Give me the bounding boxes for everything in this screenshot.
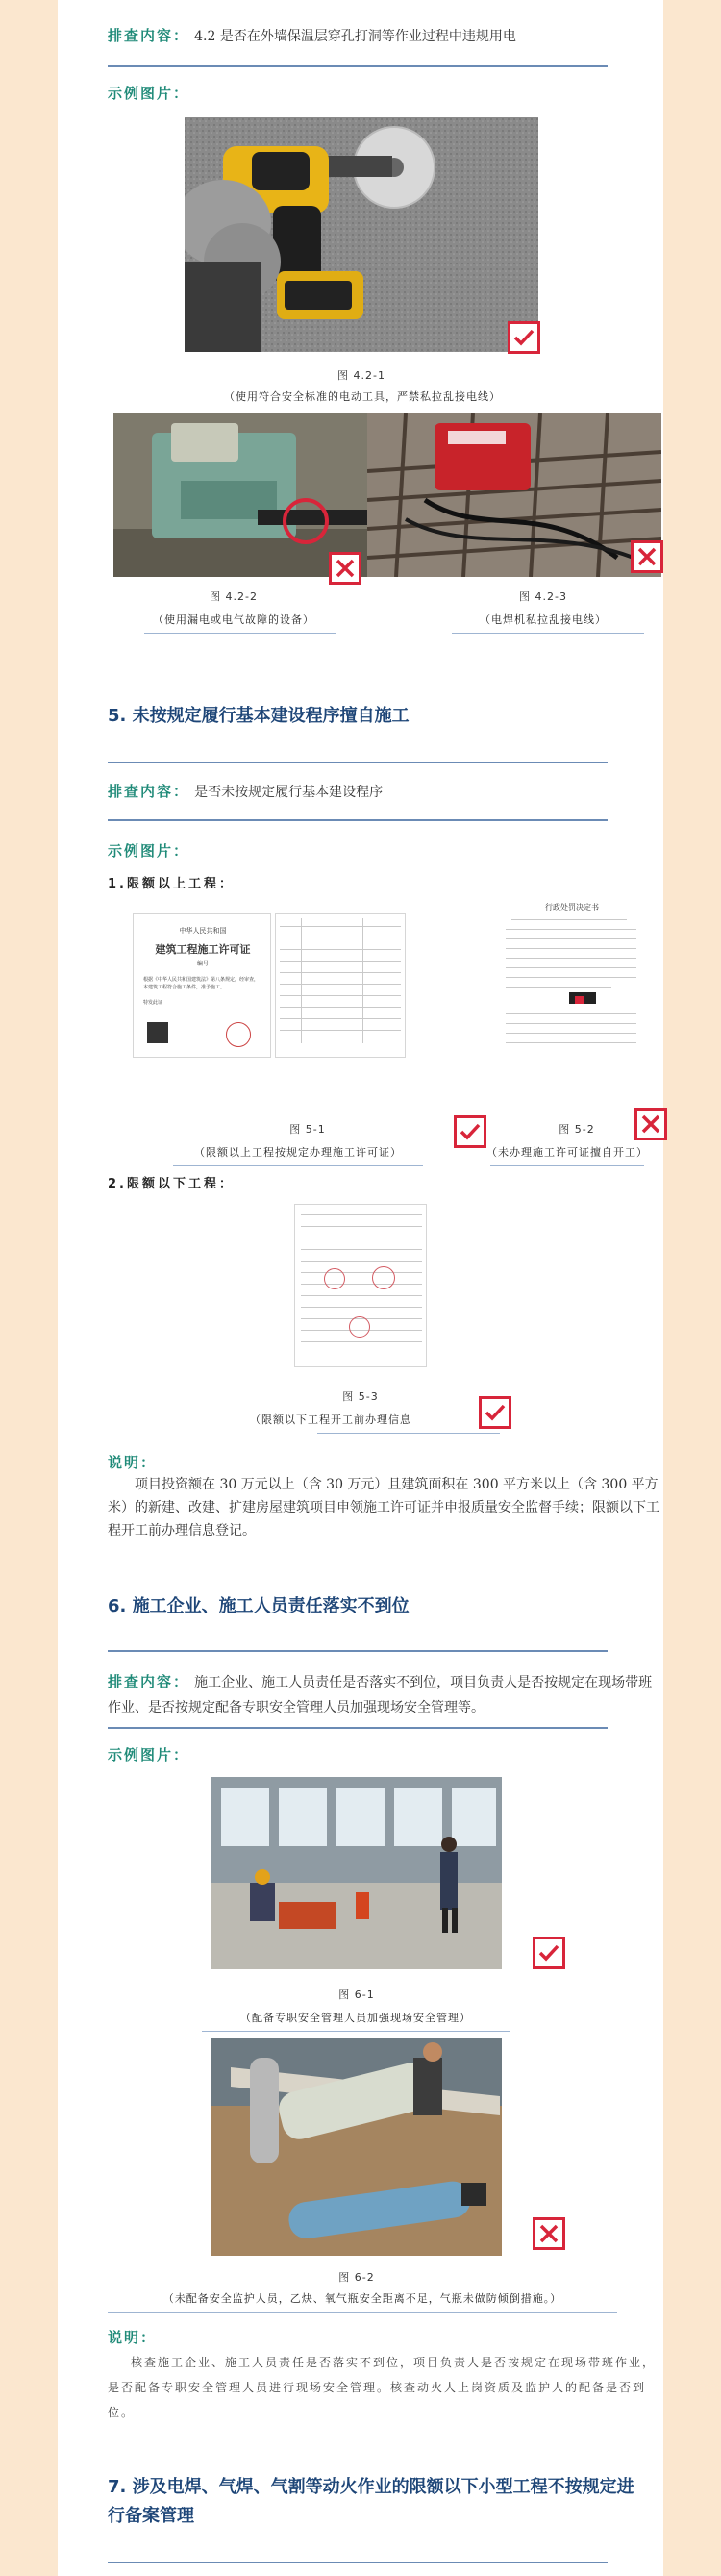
check-content-row bbox=[108, 1669, 663, 1719]
figure-caption: （限额以上工程按规定办理施工许可证） bbox=[194, 1146, 402, 1159]
caption-underline bbox=[317, 1433, 500, 1434]
permit-serial: 编号 bbox=[196, 961, 209, 967]
seal-stamp bbox=[372, 1266, 395, 1289]
note-label: 说明： bbox=[108, 2329, 158, 2346]
note-text: 核查施工企业、施工人员责任是否落实不到位，项目负责人是否按规定在现场带班作业，是否配备专职安全管理人员进行现场安全管理。核查动火人上岗资质及监护人的配备是否到位。 bbox=[108, 2356, 657, 2419]
check-content-row bbox=[108, 25, 646, 48]
photo-gas-cylinders-unsafe bbox=[211, 2038, 502, 2256]
note-label: 说明： bbox=[108, 1454, 158, 1471]
figure-caption: （电焊机私拉乱接电线） bbox=[480, 613, 607, 626]
divider bbox=[108, 1650, 608, 1652]
figure-number: 图 6-2 bbox=[338, 2271, 375, 2284]
cross-mark-icon bbox=[631, 540, 663, 573]
figure-caption: （未办理施工许可证擅自开工） bbox=[486, 1146, 648, 1159]
caption-underline bbox=[173, 1165, 423, 1166]
figure-number: 图 5-2 bbox=[559, 1123, 595, 1136]
caption-underline bbox=[490, 1165, 644, 1166]
permit-certificate-table bbox=[275, 913, 406, 1058]
photo-safety-manager-onsite bbox=[211, 1777, 502, 1969]
section-title: 5. 未按规定履行基本建设程序擅自施工 bbox=[108, 706, 410, 726]
photo-welder-wiring bbox=[367, 413, 661, 577]
permit-certificate-cover bbox=[133, 913, 271, 1058]
figure-number: 图 5-1 bbox=[289, 1123, 326, 1136]
check-content-row bbox=[108, 781, 646, 804]
seal-stamp bbox=[349, 1316, 370, 1338]
figure-number: 图 4.2-3 bbox=[519, 590, 567, 603]
qr-code bbox=[147, 1022, 168, 1043]
permit-footer: 特发此证 bbox=[143, 1000, 163, 1006]
figure-caption: （使用符合安全标准的电动工具，严禁私拉乱接电线） bbox=[224, 390, 501, 403]
example-label: 示例图片： bbox=[108, 85, 190, 102]
check-text: 是否未按规定履行基本建设程序 bbox=[194, 785, 384, 800]
info-registration-form bbox=[294, 1204, 427, 1367]
figure-caption: （未配备安全监护人员，乙炔、氧气瓶安全距离不足，气瓶未做防倾倒措施。） bbox=[162, 2292, 562, 2305]
section-title: 6. 施工企业、施工人员责任落实不到位 bbox=[108, 1596, 410, 1616]
figure-number: 图 6-1 bbox=[338, 1988, 375, 2001]
permit-body: 根据《中华人民共和国建筑法》第八条规定，经审查，本建筑工程符合施工条件，准予施工。 bbox=[143, 977, 260, 990]
check-mark-icon bbox=[479, 1396, 511, 1429]
cross-mark-icon bbox=[533, 2217, 565, 2250]
subsection-title: 2.限额以下工程： bbox=[108, 1177, 235, 1191]
figure-number: 图 4.2-2 bbox=[210, 590, 258, 603]
example-label: 示例图片： bbox=[108, 1746, 190, 1763]
example-label: 示例图片： bbox=[108, 842, 190, 860]
caption-underline bbox=[202, 2031, 510, 2032]
check-text: 4.2 是否在外墙保温层穿孔打洞等作业过程中违规用电 bbox=[194, 29, 516, 44]
check-mark-icon bbox=[508, 321, 540, 354]
caption-underline bbox=[452, 633, 644, 634]
permit-title: 建筑工程施工许可证 bbox=[155, 943, 251, 956]
check-label: 排查内容： bbox=[108, 783, 190, 800]
divider bbox=[108, 762, 608, 763]
photo-drill-on-wall bbox=[185, 117, 538, 352]
check-label: 排查内容： bbox=[108, 1673, 190, 1690]
subsection-title: 1.限额以上工程： bbox=[108, 877, 235, 891]
section-title: 7. 涉及电焊、气焊、气割等动火作业的限额以下小型工程不按规定进行备案管理 bbox=[108, 2477, 634, 2526]
penalty-decision-document bbox=[502, 902, 642, 1062]
divider bbox=[108, 819, 608, 821]
caption-underline bbox=[108, 2312, 617, 2313]
penalty-title: 行政处罚决定书 bbox=[545, 903, 599, 912]
check-text: 施工企业、施工人员责任是否落实不到位，项目负责人是否按规定在现场带班作业、是否按规定配备专职安全管理人员加强现场安全管理等。 bbox=[108, 1675, 653, 1715]
seal-stamp bbox=[324, 1268, 345, 1289]
figure-caption: （使用漏电或电气故障的设备） bbox=[153, 613, 314, 626]
caption-underline bbox=[144, 633, 336, 634]
divider bbox=[108, 2562, 608, 2563]
figure-number: 图 5-3 bbox=[342, 1390, 379, 1403]
document-page bbox=[58, 0, 663, 2576]
cross-mark-icon bbox=[634, 1108, 667, 1140]
permit-country: 中华人民共和国 bbox=[179, 927, 227, 935]
cross-mark-icon bbox=[329, 552, 361, 585]
divider bbox=[108, 65, 608, 67]
check-mark-icon bbox=[454, 1115, 486, 1148]
figure-number: 图 4.2-1 bbox=[337, 369, 385, 382]
note-text: 项目投资额在 30 万元以上（含 30 万元）且建筑面积在 300 平方米以上（含 300 平方米）的新建、改建、扩建房屋建筑项目申领施工许可证并申报质量安全监督手续；限额以下工程开工前办理信息登记。 bbox=[108, 1477, 659, 1538]
seal-stamp bbox=[226, 1022, 251, 1047]
figure-caption: （配备专职安全管理人员加强现场安全管理） bbox=[240, 2012, 471, 2024]
check-mark-icon bbox=[533, 1937, 565, 1969]
divider bbox=[108, 1727, 608, 1729]
check-label: 排查内容： bbox=[108, 27, 190, 44]
figure-caption: （限额以下工程开工前办理信息 bbox=[250, 1413, 411, 1426]
